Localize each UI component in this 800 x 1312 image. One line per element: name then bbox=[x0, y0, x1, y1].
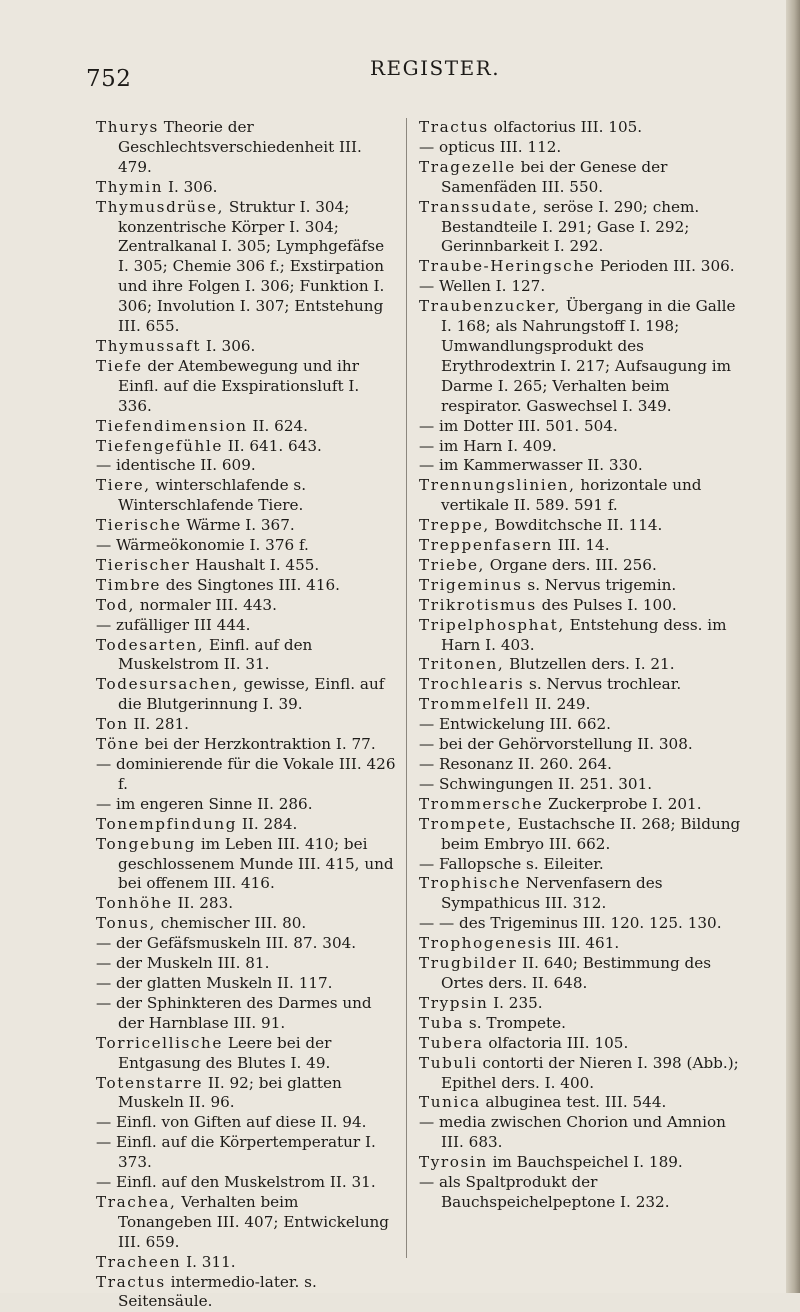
index-headword: Tongebung bbox=[96, 834, 196, 853]
index-references: I. 311. bbox=[181, 1252, 236, 1271]
index-entry bbox=[419, 775, 751, 795]
index-references: — — des Trigeminus III. 120. 125. 130. bbox=[419, 914, 722, 933]
index-entry bbox=[96, 934, 396, 954]
index-entry bbox=[96, 456, 396, 476]
index-headword: Trompete, bbox=[419, 814, 513, 833]
index-headword: Trommelfell bbox=[419, 695, 531, 714]
index-entry bbox=[419, 934, 751, 954]
index-references: — der Sphinkteren des Darmes und der Harnblase III. 91. bbox=[96, 993, 372, 1032]
index-references: seröse I. 290; chem. Bestandteile I. 291; Gase I. 292; Gerinnbarkeit I. 292. bbox=[441, 197, 700, 256]
index-entry bbox=[96, 476, 396, 516]
index-headword: Töne bbox=[96, 735, 140, 754]
index-entry bbox=[96, 616, 396, 636]
index-entry bbox=[96, 596, 396, 616]
index-headword: Trophogenesis bbox=[419, 934, 553, 953]
index-headword: Todesarten, bbox=[96, 635, 205, 654]
index-entry bbox=[419, 1054, 751, 1094]
index-headword: Trennungslinien, bbox=[419, 476, 576, 495]
index-entry bbox=[419, 596, 751, 616]
index-references: winterschlafende s. Winterschlafende Tiere. bbox=[118, 476, 307, 515]
index-references: — opticus III. 112. bbox=[419, 137, 562, 156]
index-references: I. 306. bbox=[163, 177, 218, 196]
index-headword: Tubuli bbox=[419, 1053, 478, 1072]
index-headword: Trochlearis bbox=[419, 675, 525, 694]
index-references: olfactorius III. 105. bbox=[488, 118, 643, 136]
index-entry bbox=[96, 536, 396, 556]
index-headword: Tyrosin bbox=[419, 1153, 488, 1172]
index-entry bbox=[419, 1173, 751, 1213]
index-entry bbox=[96, 1173, 396, 1193]
index-entry bbox=[419, 815, 751, 855]
index-references: der Atembewegung und ihr Einfl. auf die Exspirationsluft I. 336. bbox=[118, 356, 360, 415]
index-headword: Tractus bbox=[96, 1272, 166, 1291]
index-references: — Wellen I. 127. bbox=[419, 277, 546, 296]
index-headword: Tiefendimension bbox=[96, 416, 248, 435]
column-divider bbox=[406, 118, 407, 1258]
index-references: albuginea test. III. 544. bbox=[480, 1093, 667, 1112]
index-entry bbox=[96, 198, 396, 337]
index-entry bbox=[96, 715, 396, 735]
index-headword: Totenstarre bbox=[96, 1073, 204, 1092]
index-references: — im Harn I. 409. bbox=[419, 436, 557, 455]
index-references: III. 14. bbox=[552, 536, 610, 555]
index-references: Übergang in die Galle I. 168; als Nahrungstoff I. 198; Umwandlungsprodukt des Erythrodextrin I. 217; Aufsaugung im Darme I. 265; Verhalten beim respirator. Gaswechsel I. 349. bbox=[441, 297, 736, 415]
index-entry bbox=[96, 755, 396, 795]
index-references: II. 283. bbox=[172, 894, 234, 913]
index-references: des Pulses I. 100. bbox=[536, 595, 677, 614]
index-entry bbox=[419, 516, 751, 536]
index-headword: Tiere, bbox=[96, 476, 151, 495]
index-references: normaler III. 443. bbox=[135, 595, 277, 614]
index-entry bbox=[419, 536, 751, 556]
index-references: — Schwingungen II. 251. 301. bbox=[419, 774, 653, 793]
index-references: — identische II. 609. bbox=[96, 456, 256, 475]
index-headword: Thymusdrüse, bbox=[96, 197, 225, 216]
index-headword: Ton bbox=[96, 715, 129, 734]
index-headword: Tractus bbox=[419, 118, 489, 136]
index-headword: Tragezelle bbox=[419, 157, 516, 176]
index-entry bbox=[96, 894, 396, 914]
index-entry bbox=[96, 437, 396, 457]
index-entry bbox=[96, 914, 396, 934]
index-headword: Traube-Heringsche bbox=[419, 257, 596, 276]
index-entry bbox=[419, 297, 751, 416]
index-references: Bowditchsche II. 114. bbox=[489, 516, 663, 535]
index-headword: Tritonen, bbox=[419, 655, 505, 674]
index-headword: Tracheen bbox=[96, 1252, 182, 1271]
index-headword: Treppenfasern bbox=[419, 536, 553, 555]
index-entry bbox=[419, 476, 751, 516]
index-references: — dominierende für die Vokale III. 426 f. bbox=[96, 755, 396, 793]
index-headword: Trommersche bbox=[419, 794, 544, 813]
index-headword: Todesursachen, bbox=[96, 675, 239, 694]
index-headword: Tiefe bbox=[96, 356, 143, 375]
index-references: Leere bei der Entgasung des Blutes I. 49. bbox=[118, 1033, 332, 1072]
index-entry bbox=[419, 198, 751, 258]
index-references: s. Nervus trigemin. bbox=[522, 575, 677, 594]
index-references: — im engeren Sinne II. 286. bbox=[96, 794, 313, 813]
index-references: chemischer III. 80. bbox=[155, 914, 307, 933]
index-references: s. Trompete. bbox=[464, 1013, 566, 1032]
index-headword: Trigeminus bbox=[419, 575, 523, 594]
index-entry bbox=[419, 1093, 751, 1113]
index-entry bbox=[96, 1113, 396, 1133]
index-references: Einfl. auf den Muskelstrom II. 31. bbox=[118, 635, 313, 674]
index-headword: Transsudate, bbox=[419, 197, 539, 216]
index-entry bbox=[419, 755, 751, 775]
index-references: I. 306. bbox=[201, 336, 256, 355]
index-entry bbox=[419, 138, 751, 158]
index-entry bbox=[96, 576, 396, 596]
index-entry bbox=[419, 735, 751, 755]
index-headword: Tuba bbox=[419, 1013, 465, 1032]
index-headword: Tiefengefühle bbox=[96, 436, 223, 455]
index-references: intermedio-later. s. Seitensäule. bbox=[118, 1272, 317, 1311]
index-references: — Entwickelung III. 662. bbox=[419, 715, 611, 734]
index-references: s. Nervus trochlear. bbox=[524, 675, 682, 694]
index-entry bbox=[96, 417, 396, 437]
index-references: — der Muskeln III. 81. bbox=[96, 954, 270, 973]
index-entry bbox=[419, 655, 751, 675]
index-references: — im Dotter III. 501. 504. bbox=[419, 416, 618, 435]
index-entry bbox=[419, 616, 751, 656]
index-entry bbox=[96, 735, 396, 755]
index-entry bbox=[96, 636, 396, 676]
index-entry bbox=[96, 815, 396, 835]
index-entry bbox=[419, 675, 751, 695]
index-column-left bbox=[96, 118, 396, 1312]
index-entry bbox=[419, 914, 751, 934]
index-references: — Wärmeökonomie I. 376 f. bbox=[96, 536, 309, 555]
index-references: Zuckerprobe I. 201. bbox=[543, 794, 702, 813]
index-headword: Tubera bbox=[419, 1033, 484, 1052]
index-references: Theorie der Geschlechtsverschiedenheit III. 479. bbox=[118, 118, 362, 176]
index-references: olfactoria III. 105. bbox=[483, 1033, 629, 1052]
index-headword: Traubenzucker, bbox=[419, 297, 562, 316]
index-entry bbox=[96, 1034, 396, 1074]
index-references: Verhalten beim Tonangeben III. 407; Entwickelung III. 659. bbox=[118, 1192, 389, 1251]
index-references: Perioden III. 306. bbox=[595, 257, 735, 276]
index-references: Haushalt I. 455. bbox=[190, 555, 320, 574]
index-column-right bbox=[419, 118, 751, 1213]
index-entry bbox=[419, 954, 751, 994]
index-references: im Leben III. 410; bei geschlossenem Munde III. 415, und bei offenem III. 416. bbox=[118, 834, 394, 893]
index-entry bbox=[419, 695, 751, 715]
index-entry bbox=[96, 974, 396, 994]
index-entry bbox=[419, 158, 751, 198]
index-references: II. 281. bbox=[128, 715, 189, 734]
index-headword: Trophische bbox=[419, 874, 521, 893]
index-references: Entstehung dess. im Harn I. 403. bbox=[441, 615, 727, 654]
index-references: im Bauchspeichel I. 189. bbox=[487, 1153, 683, 1172]
index-entry bbox=[419, 456, 751, 476]
index-references: horizontale und vertikale II. 589. 591 f. bbox=[441, 476, 702, 515]
index-references: — bei der Gehörvorstellung II. 308. bbox=[419, 735, 693, 754]
index-references: II. 249. bbox=[530, 695, 591, 714]
index-references: — im Kammerwasser II. 330. bbox=[419, 456, 643, 475]
index-references: — Einfl. von Giften auf diese II. 94. bbox=[96, 1113, 367, 1132]
index-references: — Resonanz II. 260. 264. bbox=[419, 755, 612, 773]
index-entry bbox=[419, 1153, 751, 1173]
page-number: 752 bbox=[86, 66, 132, 92]
index-references: Wärme I. 367. bbox=[181, 516, 295, 535]
index-headword: Trugbilder bbox=[419, 954, 518, 973]
index-headword: Tod, bbox=[96, 595, 136, 614]
index-references: II. 92; bei glatten Muskeln II. 96. bbox=[118, 1073, 342, 1112]
index-headword: Trypsin bbox=[419, 993, 489, 1012]
index-references: bei der Herzkontraktion I. 77. bbox=[139, 735, 376, 754]
index-entry bbox=[419, 1113, 751, 1153]
index-references: Nervenfasern des Sympathicus III. 312. bbox=[441, 874, 663, 913]
index-entry bbox=[96, 954, 396, 974]
index-entry bbox=[96, 675, 396, 715]
index-entry bbox=[96, 994, 396, 1034]
index-entry bbox=[419, 855, 751, 875]
index-entry bbox=[419, 118, 751, 138]
index-entry bbox=[419, 795, 751, 815]
index-references: II. 624. bbox=[247, 416, 309, 435]
index-references: des Singtones III. 416. bbox=[160, 575, 341, 594]
index-entry bbox=[96, 118, 396, 178]
index-headword: Triebe, bbox=[419, 555, 485, 574]
running-head: REGISTER. bbox=[370, 56, 501, 80]
index-references: I. 235. bbox=[488, 993, 543, 1012]
index-headword: Trachea, bbox=[96, 1192, 177, 1211]
index-references: II. 284. bbox=[237, 814, 298, 833]
index-headword: Trikrotismus bbox=[419, 595, 537, 614]
index-entry bbox=[419, 874, 751, 914]
index-references: gewisse, Einfl. auf die Blutgerinnung I. 39. bbox=[118, 675, 385, 714]
index-references: — zufälliger III 444. bbox=[96, 615, 251, 634]
index-entry bbox=[419, 556, 751, 576]
index-references: Organe ders. III. 256. bbox=[484, 555, 657, 574]
index-references: Blutzellen ders. I. 21. bbox=[504, 655, 675, 674]
index-entry bbox=[419, 437, 751, 457]
index-entry bbox=[96, 556, 396, 576]
index-entry bbox=[419, 417, 751, 437]
index-headword: Treppe, bbox=[419, 516, 490, 535]
index-entry bbox=[419, 1034, 751, 1054]
index-references: — Fallopsche s. Eileiter. bbox=[419, 854, 604, 873]
index-entry bbox=[96, 1133, 396, 1173]
index-headword: Thymin bbox=[96, 177, 164, 196]
index-references: bei der Genese der Samenfäden III. 550. bbox=[441, 157, 668, 196]
index-references: — der Gefäfsmuskeln III. 87. 304. bbox=[96, 934, 357, 953]
index-references: III. 461. bbox=[552, 934, 620, 953]
index-headword: Tripelphosphat, bbox=[419, 615, 565, 634]
index-references: II. 640; Bestimmung des Ortes ders. II. 648. bbox=[441, 954, 712, 992]
index-references: — als Spaltprodukt der Bauchspeichelpeptone I. 232. bbox=[419, 1173, 670, 1211]
index-headword: Timbre bbox=[96, 575, 161, 594]
index-entry bbox=[96, 835, 396, 895]
index-entry bbox=[419, 277, 751, 297]
index-references: — Einfl. auf die Körpertemperatur I. 373. bbox=[96, 1133, 376, 1172]
index-entry bbox=[96, 516, 396, 536]
index-entry bbox=[419, 1014, 751, 1034]
index-headword: Tierische bbox=[96, 516, 182, 535]
index-references: contorti der Nieren I. 398 (Abb.); Epithel ders. I. 400. bbox=[441, 1053, 739, 1092]
index-references: — Einfl. auf den Muskelstrom II. 31. bbox=[96, 1173, 376, 1192]
index-entry bbox=[96, 357, 396, 417]
index-entry bbox=[96, 337, 396, 357]
index-references: Struktur I. 304; konzentrische Körper I. 304; Zentralkanal I. 305; Lymphgefäfse I. 305; Chemie 306 f.; Exstirpation und ihre Folgen I. 306; Funktion I. 306; Involution I. 307; Entstehung III. 655. bbox=[118, 197, 385, 336]
index-headword: Tierischer bbox=[96, 555, 191, 574]
index-entry bbox=[419, 715, 751, 735]
index-headword: Torricellische bbox=[96, 1033, 224, 1052]
index-entry bbox=[96, 1253, 396, 1273]
index-references: — der glatten Muskeln II. 117. bbox=[96, 973, 333, 992]
index-entry bbox=[419, 576, 751, 596]
index-headword: Tonhöhe bbox=[96, 894, 173, 913]
index-headword: Thymussaft bbox=[96, 336, 202, 355]
index-entry bbox=[96, 1074, 396, 1114]
index-references: II. 641. 643. bbox=[222, 436, 322, 455]
index-entry bbox=[419, 994, 751, 1014]
index-references: — media zwischen Chorion und Amnion III. 683. bbox=[419, 1113, 726, 1152]
index-entry bbox=[96, 795, 396, 815]
index-headword: Tonempfindung bbox=[96, 814, 238, 833]
index-headword: Tonus, bbox=[96, 914, 156, 933]
index-entry bbox=[96, 1273, 396, 1312]
index-entry bbox=[96, 1193, 396, 1253]
index-entry bbox=[96, 178, 396, 198]
index-references: Eustachsche II. 268; Bildung beim Embryo III. 662. bbox=[441, 814, 741, 853]
page-edge-shadow bbox=[786, 0, 800, 1293]
index-headword: Thurys bbox=[96, 118, 159, 136]
index-headword: Tunica bbox=[419, 1093, 481, 1112]
index-entry bbox=[419, 257, 751, 277]
